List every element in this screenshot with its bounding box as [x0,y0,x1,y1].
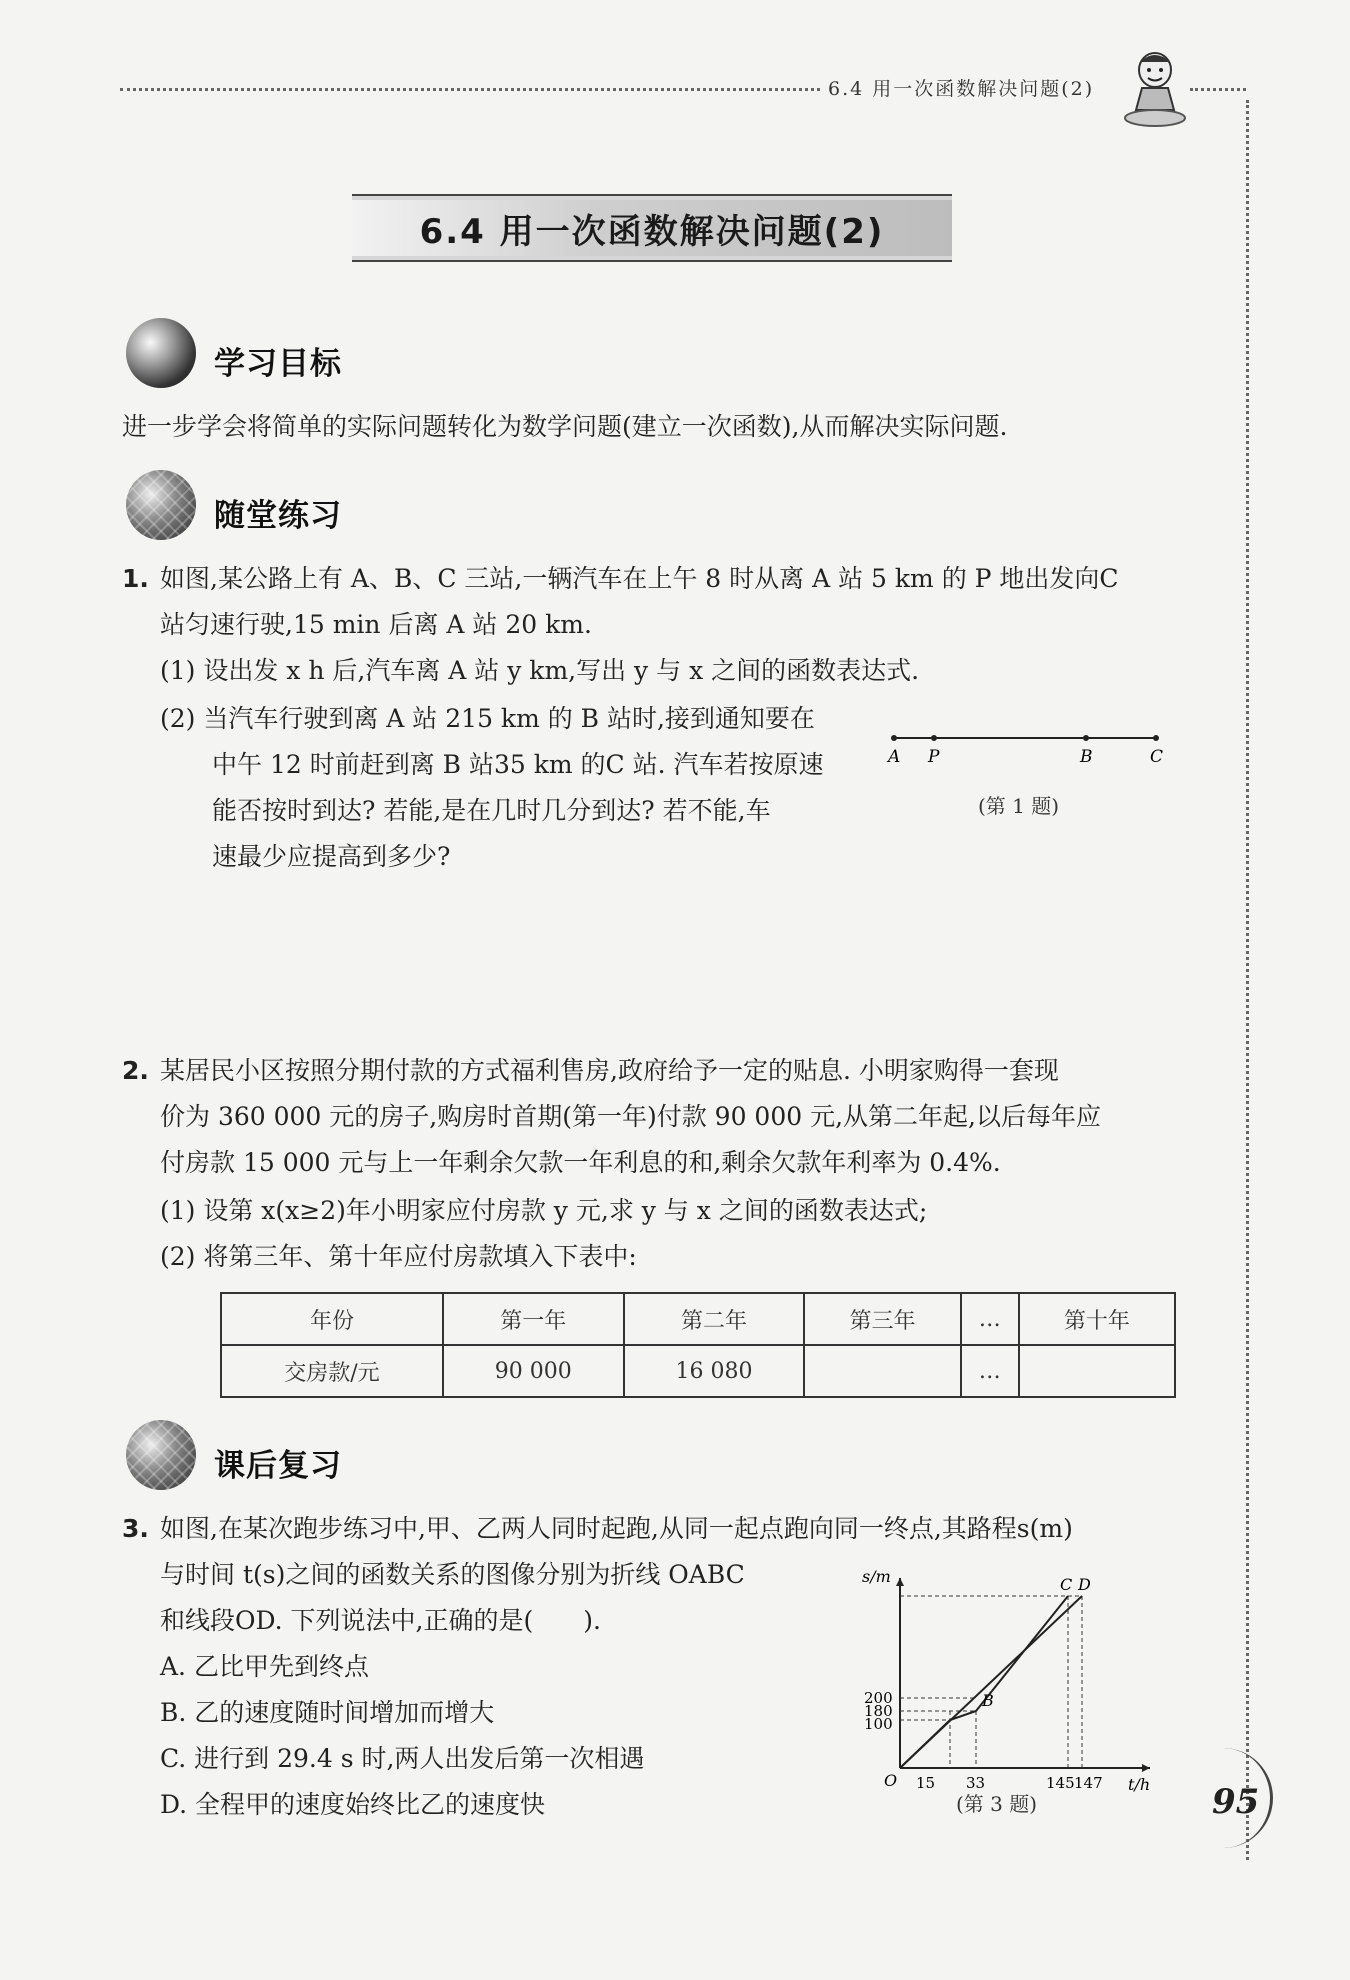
q2-number: 2. [122,1056,149,1085]
table-cell: 年份 [221,1293,443,1345]
q2-line-2: 价为 360 000 元的房子,购房时首期(第一年)付款 90 000 元,从第二年起,以后每年应 [160,1102,1101,1131]
point-B [1083,735,1089,741]
table-cell: 90 000 [443,1345,624,1397]
q1-caption: (第 1 题) [978,794,1060,818]
segment-OD [900,1596,1082,1768]
q1-sub1: (1) 设出发 x h 后,汽车离 A 站 y km,写出 y 与 x 之间的函数表达式. [160,656,920,685]
q1-line-1: 如图,某公路上有 A、B、C 三站,一辆汽车在上午 8 时从离 A 站 5 km 的 P 地出发向C [160,564,1119,593]
q3-option-b[interactable]: B. 乙的速度随时间增加而增大 [160,1698,495,1727]
point-P [931,735,937,741]
payment-table [220,1292,1176,1398]
point-C [1153,735,1159,741]
q3-line-1: 如图,在某次跑步练习中,甲、乙两人同时起跑,从同一起点跑向同一终点,其路程s(m) [160,1514,1073,1543]
section-title-goals: 学习目标 [214,346,342,382]
right-margin-rule [1246,100,1249,1860]
table-cell: 16 080 [624,1345,805,1397]
globe-grid-icon [126,1420,196,1490]
q3-option-d[interactable]: D. 全程甲的速度始终比乙的速度快 [160,1790,546,1819]
point-D-label: D [1078,1575,1091,1594]
label-A: A [888,747,901,767]
table-cell-answer-year3[interactable] [804,1345,960,1397]
running-header: 6.4 用一次函数解决问题(2) [828,78,1095,100]
section-title-practice: 随堂练习 [214,498,342,534]
q1-number: 1. [122,564,149,593]
x-tick-33: 33 [966,1774,986,1792]
label-P: P [928,747,940,767]
q1-sub2-line-1: (2) 当汽车行驶到离 A 站 215 km 的 B 站时,接到通知要在 [160,704,815,733]
q2-line-3: 付房款 15 000 元与上一年剩余欠款一年利息的和,剩余欠款年利率为 0.4%. [160,1148,1001,1177]
q2-line-1: 某居民小区按照分期付款的方式福利售房,政府给予一定的贴息. 小明家购得一套现 [160,1056,1059,1085]
q1-sub2-line-3: 能否按时到达? 若能,是在几时几分到达? 若不能,车 [212,796,771,825]
section-title-review: 课后复习 [214,1448,342,1484]
table-cell: 交房款/元 [221,1345,443,1397]
title-banner [352,194,952,262]
table-cell: 第二年 [624,1293,805,1345]
origin-label: O [884,1771,898,1790]
label-C: C [1150,747,1164,767]
header-rule-right [1190,88,1246,91]
y-axis-label: s/m [862,1568,891,1586]
q1-sub2-line-4: 速最少应提高到多少? [212,842,451,871]
y-tick-180: 180 [864,1702,893,1720]
q3-line-3: 和线段OD. 下列说法中,正确的是( ). [160,1606,601,1635]
q1-sub2-line-2: 中午 12 时前赶到离 B 站35 km 的C 站. 汽车若按原速 [212,750,824,779]
y-tick-200: 200 [864,1689,893,1707]
x-tick-15: 15 [916,1774,936,1792]
header-rule-left [120,88,820,91]
x-tick-145: 145 [1046,1774,1075,1792]
x-axis-label: t/h [1128,1775,1151,1794]
q3-line-2: 与时间 t(s)之间的函数关系的图像分别为折线 OABC [160,1560,745,1589]
q3-number: 3. [122,1514,149,1543]
table-row [221,1293,1175,1345]
table-cell: 第三年 [804,1293,960,1345]
q3-caption: (第 3 题) [956,1792,1038,1816]
table-row [221,1345,1175,1397]
q3-option-a[interactable]: A. 乙比甲先到终点 [160,1652,369,1681]
y-tick-100: 100 [864,1715,893,1733]
table-cell: … [961,1293,1019,1345]
q2-sub2: (2) 将第三年、第十年应付房款填入下表中: [160,1242,637,1271]
goals-text: 进一步学会将简单的实际问题转化为数学问题(建立一次函数),从而解决实际问题. [122,412,1008,441]
q1-line-2: 站匀速行驶,15 min 后离 A 站 20 km. [160,610,592,639]
table-cell: 第十年 [1019,1293,1175,1345]
mascot-icon [1120,48,1190,128]
point-C-label: C [1060,1575,1073,1594]
table-cell: 第一年 [443,1293,624,1345]
polyline-OABC [900,1596,1068,1768]
q3-graph [860,1568,1160,1798]
point-A [891,735,897,741]
table-cell-answer-year10[interactable] [1019,1345,1175,1397]
page-number: 95 [1212,1782,1260,1822]
q2-sub1: (1) 设第 x(x≥2)年小明家应付房款 y 元,求 y 与 x 之间的函数表达式; [160,1196,928,1225]
label-B: B [1080,747,1093,767]
globe-grid-icon [126,470,196,540]
globe-icon [126,318,196,388]
point-B-label: B [982,1691,994,1710]
q3-option-c[interactable]: C. 进行到 29.4 s 时,两人出发后第一次相遇 [160,1744,645,1773]
x-tick-147: 147 [1074,1774,1103,1792]
page-title: 6.4 用一次函数解决问题(2) [419,212,885,252]
table-cell: … [961,1345,1019,1397]
